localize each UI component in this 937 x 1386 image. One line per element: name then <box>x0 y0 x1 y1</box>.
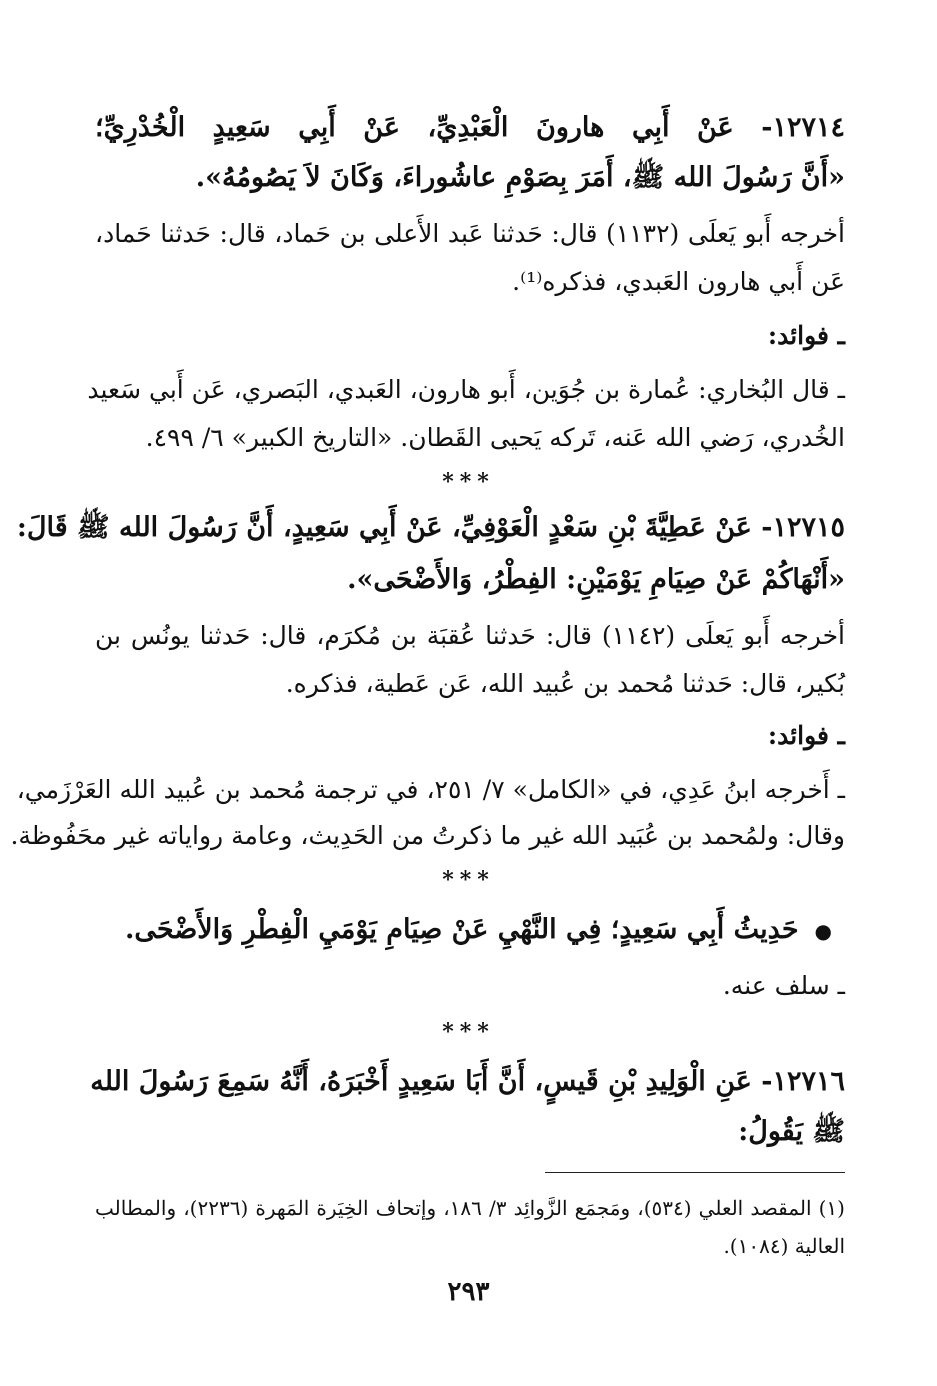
separator-1: *** <box>442 469 495 495</box>
hadith-12715-line-1: ١٢٧١٥- عَنْ عَطِيَّةَ بْنِ سَعْدٍ الْعَوْفِيِّ، عَنْ أَبِي سَعِيدٍ، أَنَّ رَسُولَ الله ﷺ قَالَ: <box>16 512 845 543</box>
hadith-12716-line-2: ﷺ يَقُولُ: <box>738 1116 845 1147</box>
footnote-line-1: (١) المقصد العلي (٥٣٤)، ومَجمَع الزَّوائِد ٣/ ١٨٦، وإتحاف الخِيَرة المَهرة (٢٢٣٦)، والمطالب <box>95 1196 845 1220</box>
section-note: ـ سلف عنه. <box>722 971 845 1000</box>
hadith-12715-line-2: «أَنْهَاكُمْ عَنْ صِيَامِ يَوْمَيْنِ: الفِطْرُ، وَالأَضْحَى». <box>347 564 845 595</box>
fawaid-1-line-2: الخُدري، رَضي الله عَنه، تَركه يَحيى القَطان. «التاريخ الكبير» ٦/ ٤٩٩. <box>145 423 845 452</box>
takhrij-12714-line-1: أخرجه أَبو يَعلَى (١١٣٢) قال: حَدثنا عَبد الأَعلى بن حَماد، قال: حَدثنا حَماد، <box>95 219 845 248</box>
takhrij-12714-line-2: عَن أَبي هارون العَبدي، فذكره⁽¹⁾. <box>512 267 845 296</box>
separator-2: *** <box>442 867 495 893</box>
page-number: ٢٩٣ <box>447 1277 490 1307</box>
fawaid-2-line-1: ـ أَخرجه ابنُ عَدِي، في «الكامل» ٧/ ٢٥١، في ترجمة مُحمد بن عُبيد الله العَرْزَمي، <box>16 775 845 804</box>
takhrij-12715-line-1: أخرجه أَبو يَعلَى (١١٤٢) قال: حَدثنا عُقبَة بن مُكرَم، قال: حَدثنا يونُس بن <box>95 621 845 650</box>
takhrij-12715-line-2: بُكير، قال: حَدثنا مُحمد بن عُبيد الله، عَن عَطية، فذكره. <box>285 669 845 698</box>
bullet-icon: ● <box>814 919 832 943</box>
hadith-12714-line-1: ١٢٧١٤- عَنْ أَبِي هارونَ الْعَبْدِيِّ، عَنْ أَبِي سَعِيدٍ الْخُدْرِيِّ؛ <box>95 112 845 143</box>
separator-3: *** <box>442 1019 495 1045</box>
fawaid-2-line-2: وقال: ولمُحمد بن عُبَيد الله غير ما ذكرتُ من الحَدِيث، وعامة رواياته غير محَفُوظة. <box>10 821 845 850</box>
section-title: حَدِيثُ أَبِي سَعِيدٍ؛ فِي النَّهْيِ عَنْ صِيَامِ يَوْمَيِ الْفِطْرِ وَالأَضْحَى. <box>125 914 799 945</box>
section-heading <box>95 910 832 951</box>
hadith-12716-line-1: ١٢٧١٦- عَنِ الْوَلِيدِ بْنِ قَيسٍ، أَنَّ أَبَا سَعِيدٍ أَخْبَرَهُ، أَنَّهُ سَمِعَ رَسُولَ الله <box>90 1066 845 1097</box>
footnote-divider <box>545 1172 845 1173</box>
fawaid-heading-1: ـ فوائد: <box>767 321 845 350</box>
footnote-line-2: العالية (١٠٨٤). <box>723 1234 845 1258</box>
fawaid-heading-2: ـ فوائد: <box>767 721 845 750</box>
fawaid-1-line-1: ـ قال البُخاري: عُمارة بن جُوَين، أَبو هارون، العَبدي، البَصري، عَن أَبي سَعيد <box>87 375 845 404</box>
hadith-12714-line-2: «أَنَّ رَسُولَ الله ﷺ، أَمَرَ بِصَوْمِ عاشُوراءَ، وَكَانَ لاَ يَصُومُهُ». <box>195 162 845 193</box>
